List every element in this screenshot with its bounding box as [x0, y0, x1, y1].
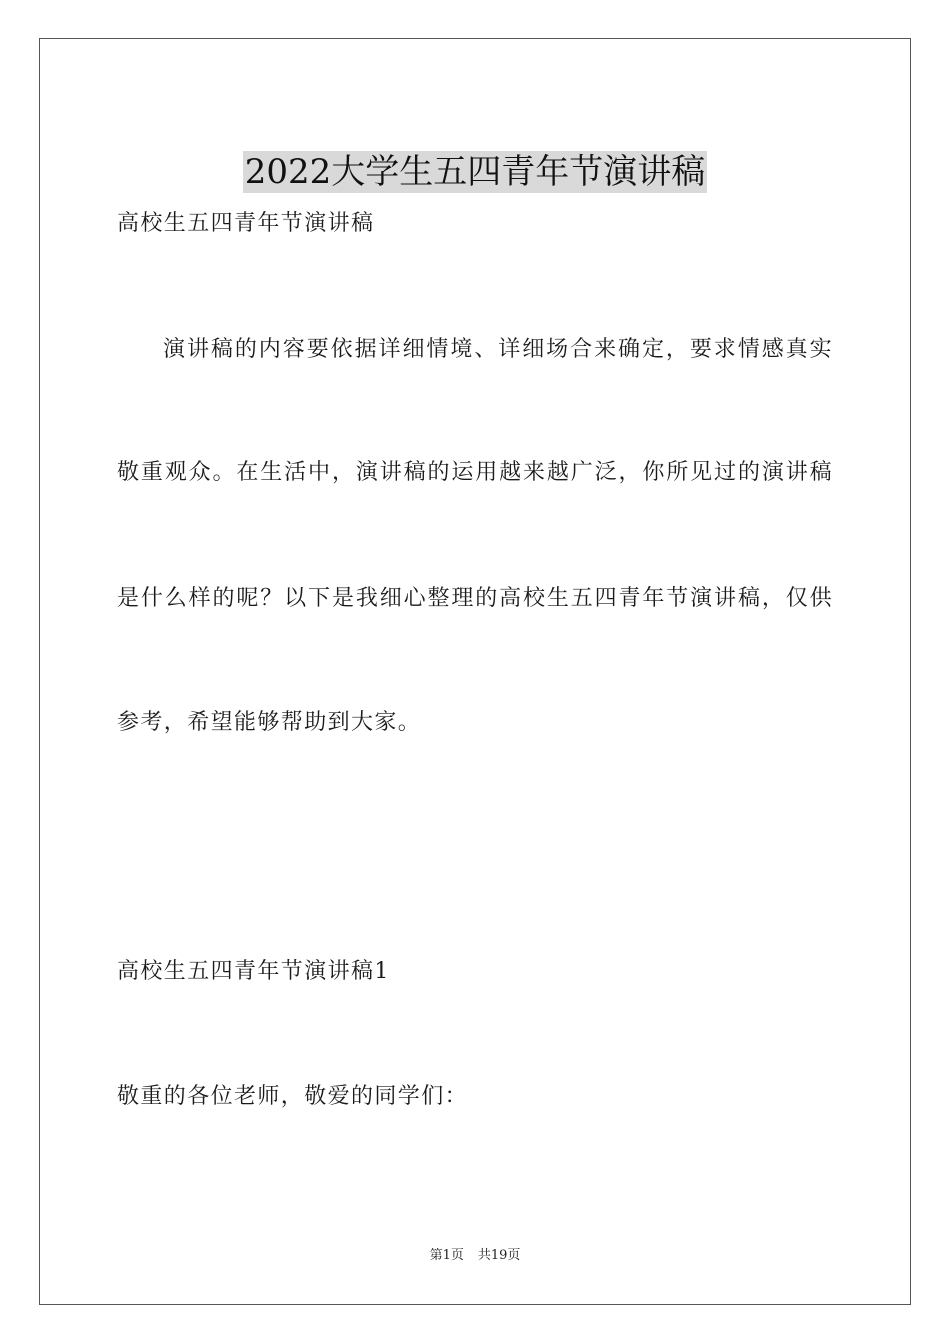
- intro-line-4: 参考，希望能够帮助到大家。: [117, 710, 422, 735]
- document-title: 2022大学生五四青年节演讲稿: [244, 151, 706, 192]
- page-footer: [0, 1247, 950, 1265]
- intro-line-1: 演讲稿的内容要依据详细情境、详细场合来确定，要求情感真实: [163, 337, 833, 362]
- document-subtitle: 高校生五四青年节演讲稿: [117, 211, 375, 236]
- section-heading: 高校生五四青年节演讲稿1: [117, 959, 390, 984]
- page-total: 共19页: [477, 1248, 521, 1263]
- title-container: [0, 128, 950, 216]
- salutation: 敬重的各位老师，敬爱的同学们：: [117, 1084, 469, 1109]
- page-number: 第1页: [429, 1248, 464, 1263]
- intro-line-3: 是什么样的呢？以下是我细心整理的高校生五四青年节演讲稿，仅供: [117, 586, 833, 611]
- intro-line-2: 敬重观众。在生活中，演讲稿的运用越来越广泛，你所见过的演讲稿: [117, 460, 833, 485]
